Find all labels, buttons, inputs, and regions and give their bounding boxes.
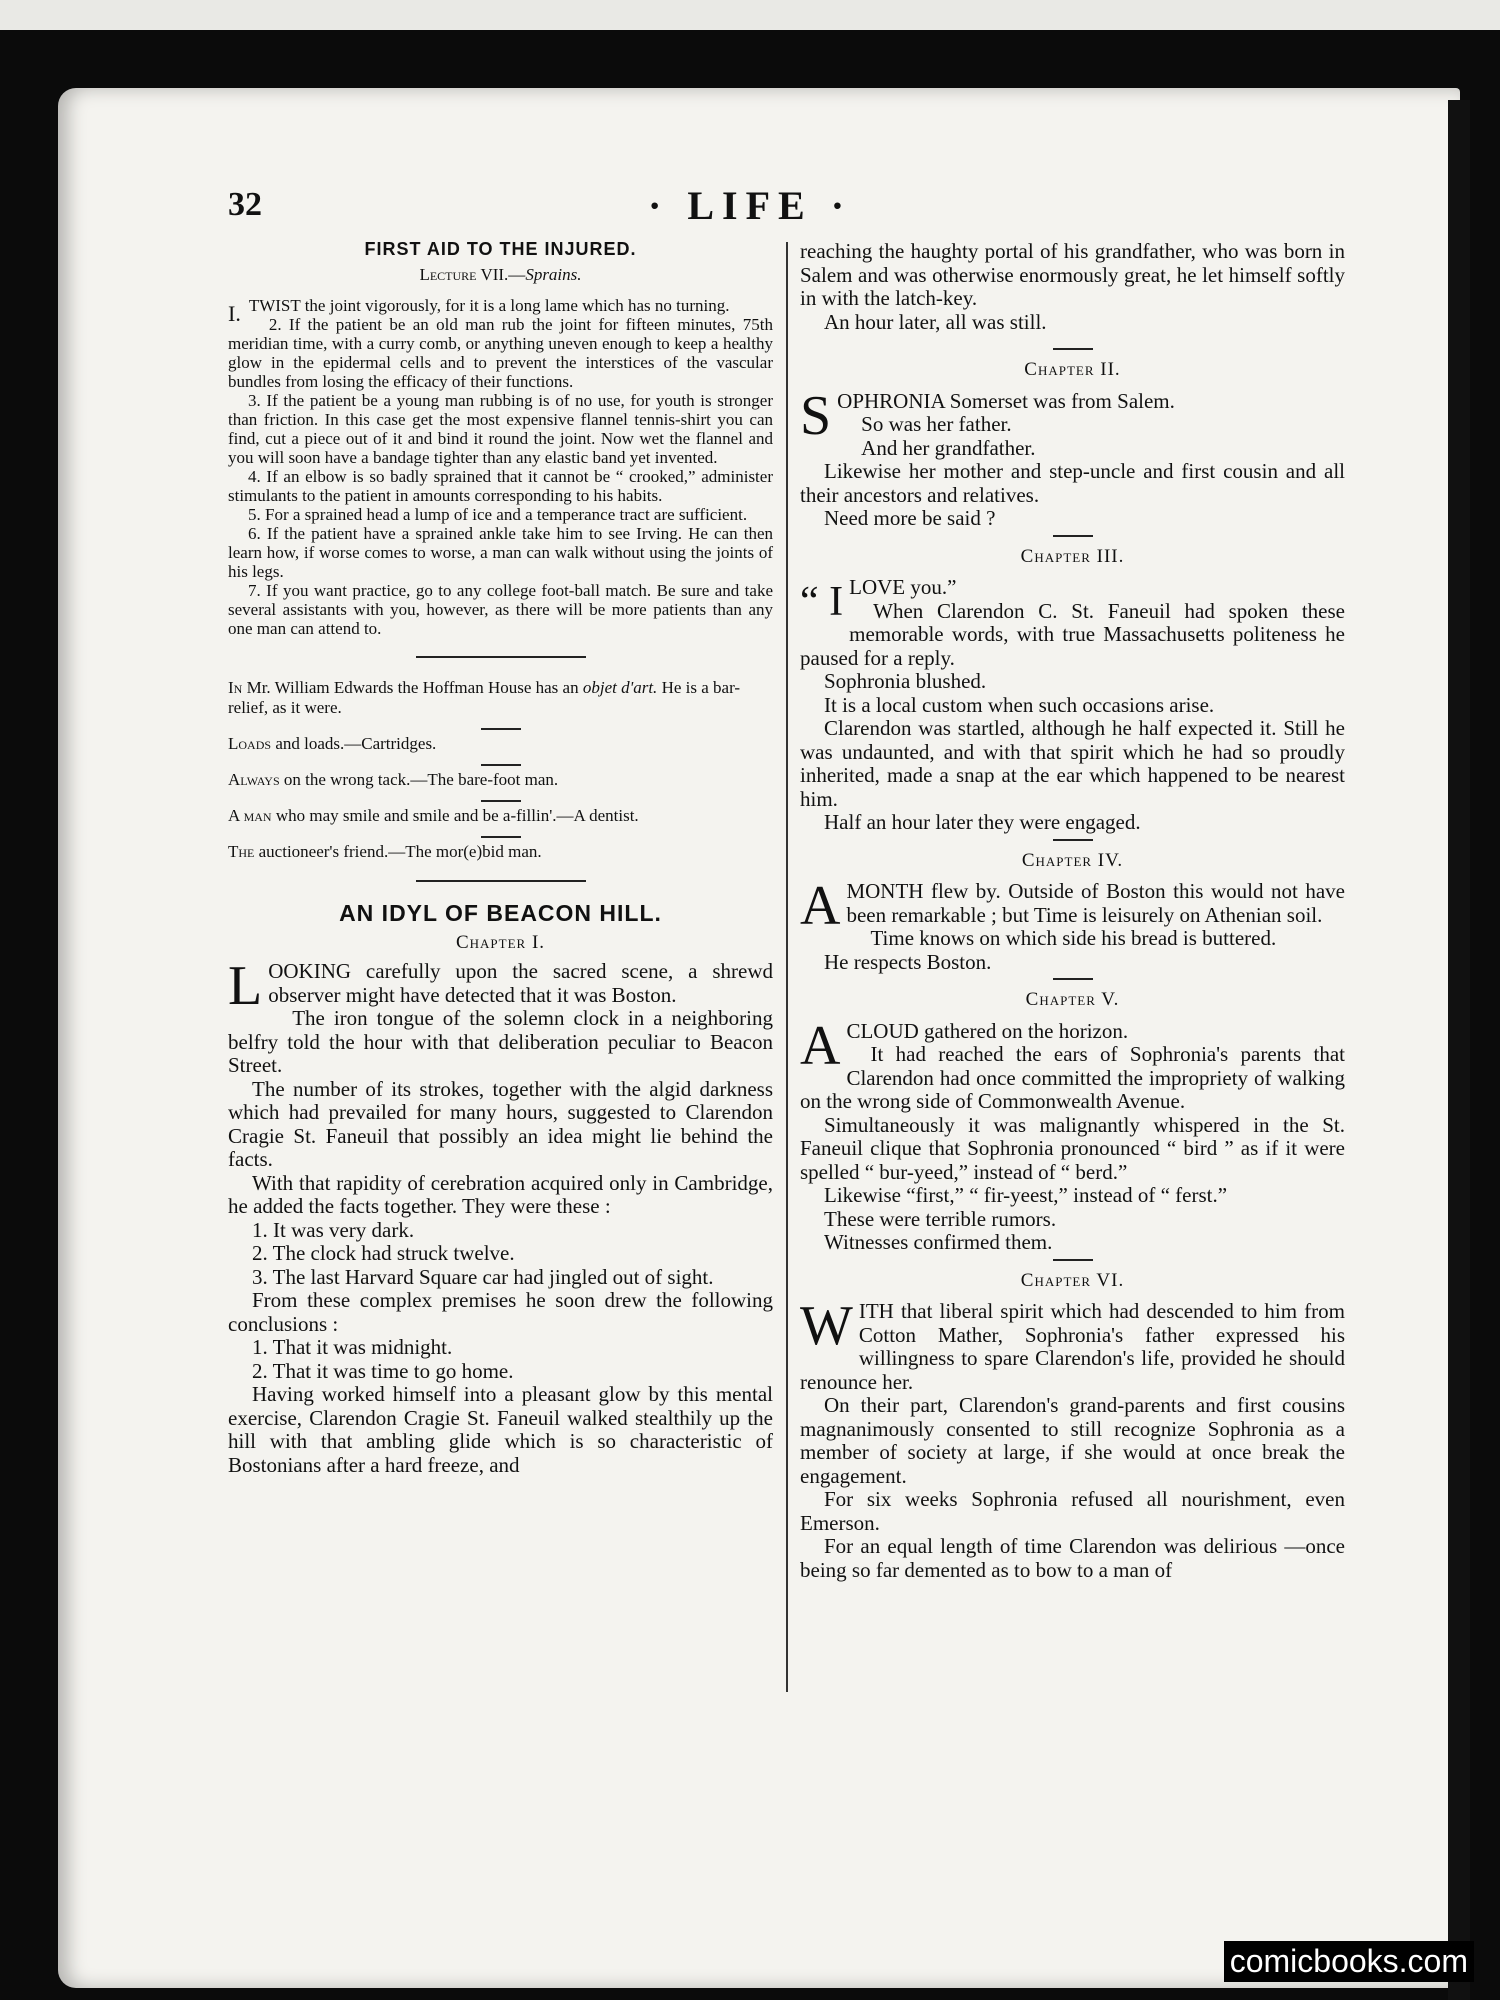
chapter-rule	[1053, 535, 1093, 537]
chapter-rule	[1053, 348, 1093, 350]
chapter-rule	[1053, 839, 1093, 841]
column-divider	[786, 242, 788, 1692]
paragraph: An hour later, all was still.	[824, 309, 1047, 334]
paragraph: The number of its strokes, together with the algid darkness which had prevailed for many hours, suggested to Clarendon Cragie St. Faneuil that possibly an idea might lie behind the facts.	[228, 1076, 773, 1171]
quip-rule	[481, 728, 521, 730]
first-aid-item-3: 3. If the patient be a young man rubbing is of no use, for youth is stronger than friction. In this case get the most expensive flannel tennis-shirt you can find, cut a piece out of it and bind it round the joint. Now wet the flannel and you will soon have a bandage tighter than any elastic band yet invented.	[228, 391, 773, 467]
idyl-title: AN IDYL OF BEACON HILL.	[339, 900, 662, 926]
first-aid-item-4: 4. If an elbow is so badly sprained that it cannot be “ crooked,” administer stimulants to the patient in amounts corresponding to his habits.	[228, 467, 773, 505]
chapter-2-heading: Chapter II.	[1024, 359, 1121, 380]
quip-2: Loads and loads.—Cartridges.	[228, 734, 437, 753]
paragraph: reaching the haughty portal of his grandfather, who was born in Salem and was otherwise enormously great, he let himself softly in with the latch-key.	[800, 239, 1345, 310]
quips	[228, 678, 773, 862]
page-number: 32	[228, 186, 262, 223]
paragraph: Having worked himself into a pleasant glow by this mental exercise, Clarendon Cragie St. Faneuil walked stealthily up the hill with that ambling glide which is so characteristic of Bostonians after a hard freeze, and	[228, 1382, 773, 1477]
paragraph: Need more be said ?	[824, 506, 996, 530]
drop-cap: A	[800, 1014, 841, 1077]
lecture-label: Lecture VII.—	[419, 265, 526, 284]
chapter-4-opening: AMONTH flew by. Outside of Boston this would not have been remarkable ; but Time is leisurely on Athenian soil.	[800, 875, 1345, 937]
quip-rule	[481, 800, 521, 802]
quip-4: A man who may smile and smile and be a-fillin'.—A dentist.	[228, 806, 639, 825]
drop-cap: L	[228, 955, 263, 1017]
quip-rule	[481, 836, 521, 838]
paragraph: 2. That it was time to go home.	[252, 1358, 514, 1383]
paragraph: 1. It was very dark.	[252, 1217, 415, 1242]
paragraph: When Clarendon C. St. Faneuil had spoken these memorable words, with true Massachusetts politeness he paused for a reply.	[800, 598, 1345, 670]
paragraph: Time knows on which side his bread is buttered.	[870, 926, 1277, 950]
left-column	[228, 240, 773, 1477]
chapter-6-heading: Chapter VI.	[1020, 1269, 1125, 1291]
lecture-topic: Sprains.	[525, 265, 582, 284]
paragraph: Witnesses confirmed them.	[824, 1230, 1053, 1254]
paragraph: Clarendon was startled, although he half expected it. Still he was undaunted, and with that spirit which he had so proudly inherited, made a snap at the ear which happened to be nearest him.	[800, 716, 1345, 811]
chapter-3-heading: Chapter III.	[1020, 545, 1125, 567]
paragraph: The iron tongue of the solemn clock in a neighboring belfry told the hour with that deliberation peculiar to Beacon Street.	[228, 1006, 773, 1077]
paragraph: Likewise “first,” “ fir-yeest,” instead of “ ferst.”	[824, 1183, 1228, 1207]
first-aid-item-5: 5. For a sprained head a lump of ice and a temperance tract are sufficient.	[248, 505, 748, 524]
paragraph: On their part, Clarendon's grand-parents and first cousins magnanimously consented to still recognize Sophronia as a member of society at large, if she would at once break the engagement.	[800, 1393, 1345, 1488]
drop-cap: W	[800, 1295, 853, 1357]
quip-rule	[481, 764, 521, 766]
chapter-1-text	[228, 955, 773, 1477]
chapter-1-opening: LOOKING carefully upon the sacred scene, a shrewd observer might have detected that it was Boston.	[228, 955, 773, 1017]
quip-3: Always on the wrong tack.—The bare-foot man.	[228, 770, 559, 789]
quip-5: The auctioneer's friend.—The mor(e)bid man.	[228, 842, 542, 861]
chapter-rule	[1053, 1259, 1093, 1261]
drop-numeral: I.	[228, 301, 241, 326]
paragraph: 3. The last Harvard Square car had jingled out of sight.	[252, 1264, 714, 1289]
paragraph: These were terrible rumors.	[824, 1206, 1057, 1231]
quip-1: In Mr. William Edwards the Hoffman House has an objet d'art. He is a bar-relief, as it were.	[228, 678, 741, 717]
drop-cap: A	[800, 875, 841, 937]
first-aid-item-6: 6. If the patient have a sprained ankle take him to see Irving. He can then learn how, if worse comes to worse, a man can walk without using the joints of his legs.	[228, 524, 773, 581]
section-rule	[416, 656, 586, 658]
chapter-rule	[1053, 978, 1093, 980]
section-rule	[416, 880, 586, 882]
paragraph: And her grandfather.	[861, 435, 1036, 460]
right-column	[800, 240, 1345, 1582]
scan-dark-band	[0, 30, 1500, 88]
paragraph: 1. That it was midnight.	[252, 1335, 453, 1359]
chapter-6-opening: WITH that liberal spirit which had descended to him from Cotton Mather, Sophronia's father expressed his willingness to spare Clarendon's life, provided he should renounce her.	[800, 1295, 1345, 1394]
paragraph: For an equal length of time Clarendon was delirious —once being so far demented as to bow to a man of	[800, 1534, 1345, 1582]
first-aid-item-2: 2. If the patient be an old man rub the joint for fifteen minutes, 75th meridian time, with a curry comb, or anything uneven enough to keep a healthy glow in the epidermal cells and to prevent the interstices of the vascular bundles from losing the efficacy of their functions.	[228, 315, 773, 391]
paragraph: For six weeks Sophronia refused all nourishment, even Emerson.	[800, 1487, 1345, 1535]
paragraph: He respects Boston.	[824, 949, 992, 974]
lecture-subtitle	[228, 265, 773, 284]
paragraph: It is a local custom when such occasions arise.	[824, 692, 1215, 717]
scan-top-edge	[0, 0, 1500, 30]
paragraph: Likewise her mother and step-uncle and first cousin and all their ancestors and relatives.	[800, 459, 1345, 507]
first-aid-item-7: 7. If you want practice, go to any college foot-ball match. Be sure and take several assistants with you, however, as there will be more patients than any one man can attend to.	[228, 581, 773, 638]
paragraph: Sophronia blushed.	[824, 669, 987, 693]
page-gutter	[1448, 100, 1470, 2000]
first-aid-title: FIRST AID TO THE INJURED.	[364, 239, 637, 259]
drop-cap: S	[800, 384, 832, 447]
paragraph: Half an hour later they were engaged.	[824, 810, 1141, 834]
masthead: · LIFE ·	[648, 183, 853, 228]
paragraph: 2. The clock had struck twelve.	[252, 1241, 515, 1265]
paragraph: From these complex premises he soon drew the following conclusions :	[228, 1288, 773, 1336]
paragraph: With that rapidity of cerebration acquired only in Cambridge, he added the facts together. They were these :	[228, 1170, 773, 1218]
chapter-5-opening: ACLOUD gathered on the horizon.	[800, 1014, 1129, 1077]
chapter-4-heading: Chapter IV.	[1021, 849, 1124, 871]
chapter-5-heading: Chapter V.	[1025, 989, 1120, 1010]
paragraph: It had reached the ears of Sophronia's parents that Clarendon had once committed the impropriety of walking on the wrong side of Commonwealth Avenue.	[800, 1042, 1345, 1113]
paragraph: So was her father.	[861, 412, 1012, 436]
drop-cap: “ I	[800, 579, 844, 625]
chapter-3-opening: “ I LOVE you.”	[800, 575, 957, 625]
paragraph: Simultaneously it was malignantly whispered in the St. Faneuil clique that Sophronia pronounced “ bird ” as if it were spelled “ bur-yeed,” instead of “ berd.”	[800, 1112, 1345, 1184]
chapter-2-opening: SOPHRONIA Somerset was from Salem.	[800, 384, 1175, 447]
first-aid-item-1: I. TWIST the joint vigorously, for it is a long lame which has no turning.	[228, 296, 730, 326]
watermark-logo: comicbooks.com	[1224, 1941, 1474, 1982]
chapter-1-heading: Chapter I.	[455, 932, 546, 953]
first-aid-list	[228, 296, 773, 638]
